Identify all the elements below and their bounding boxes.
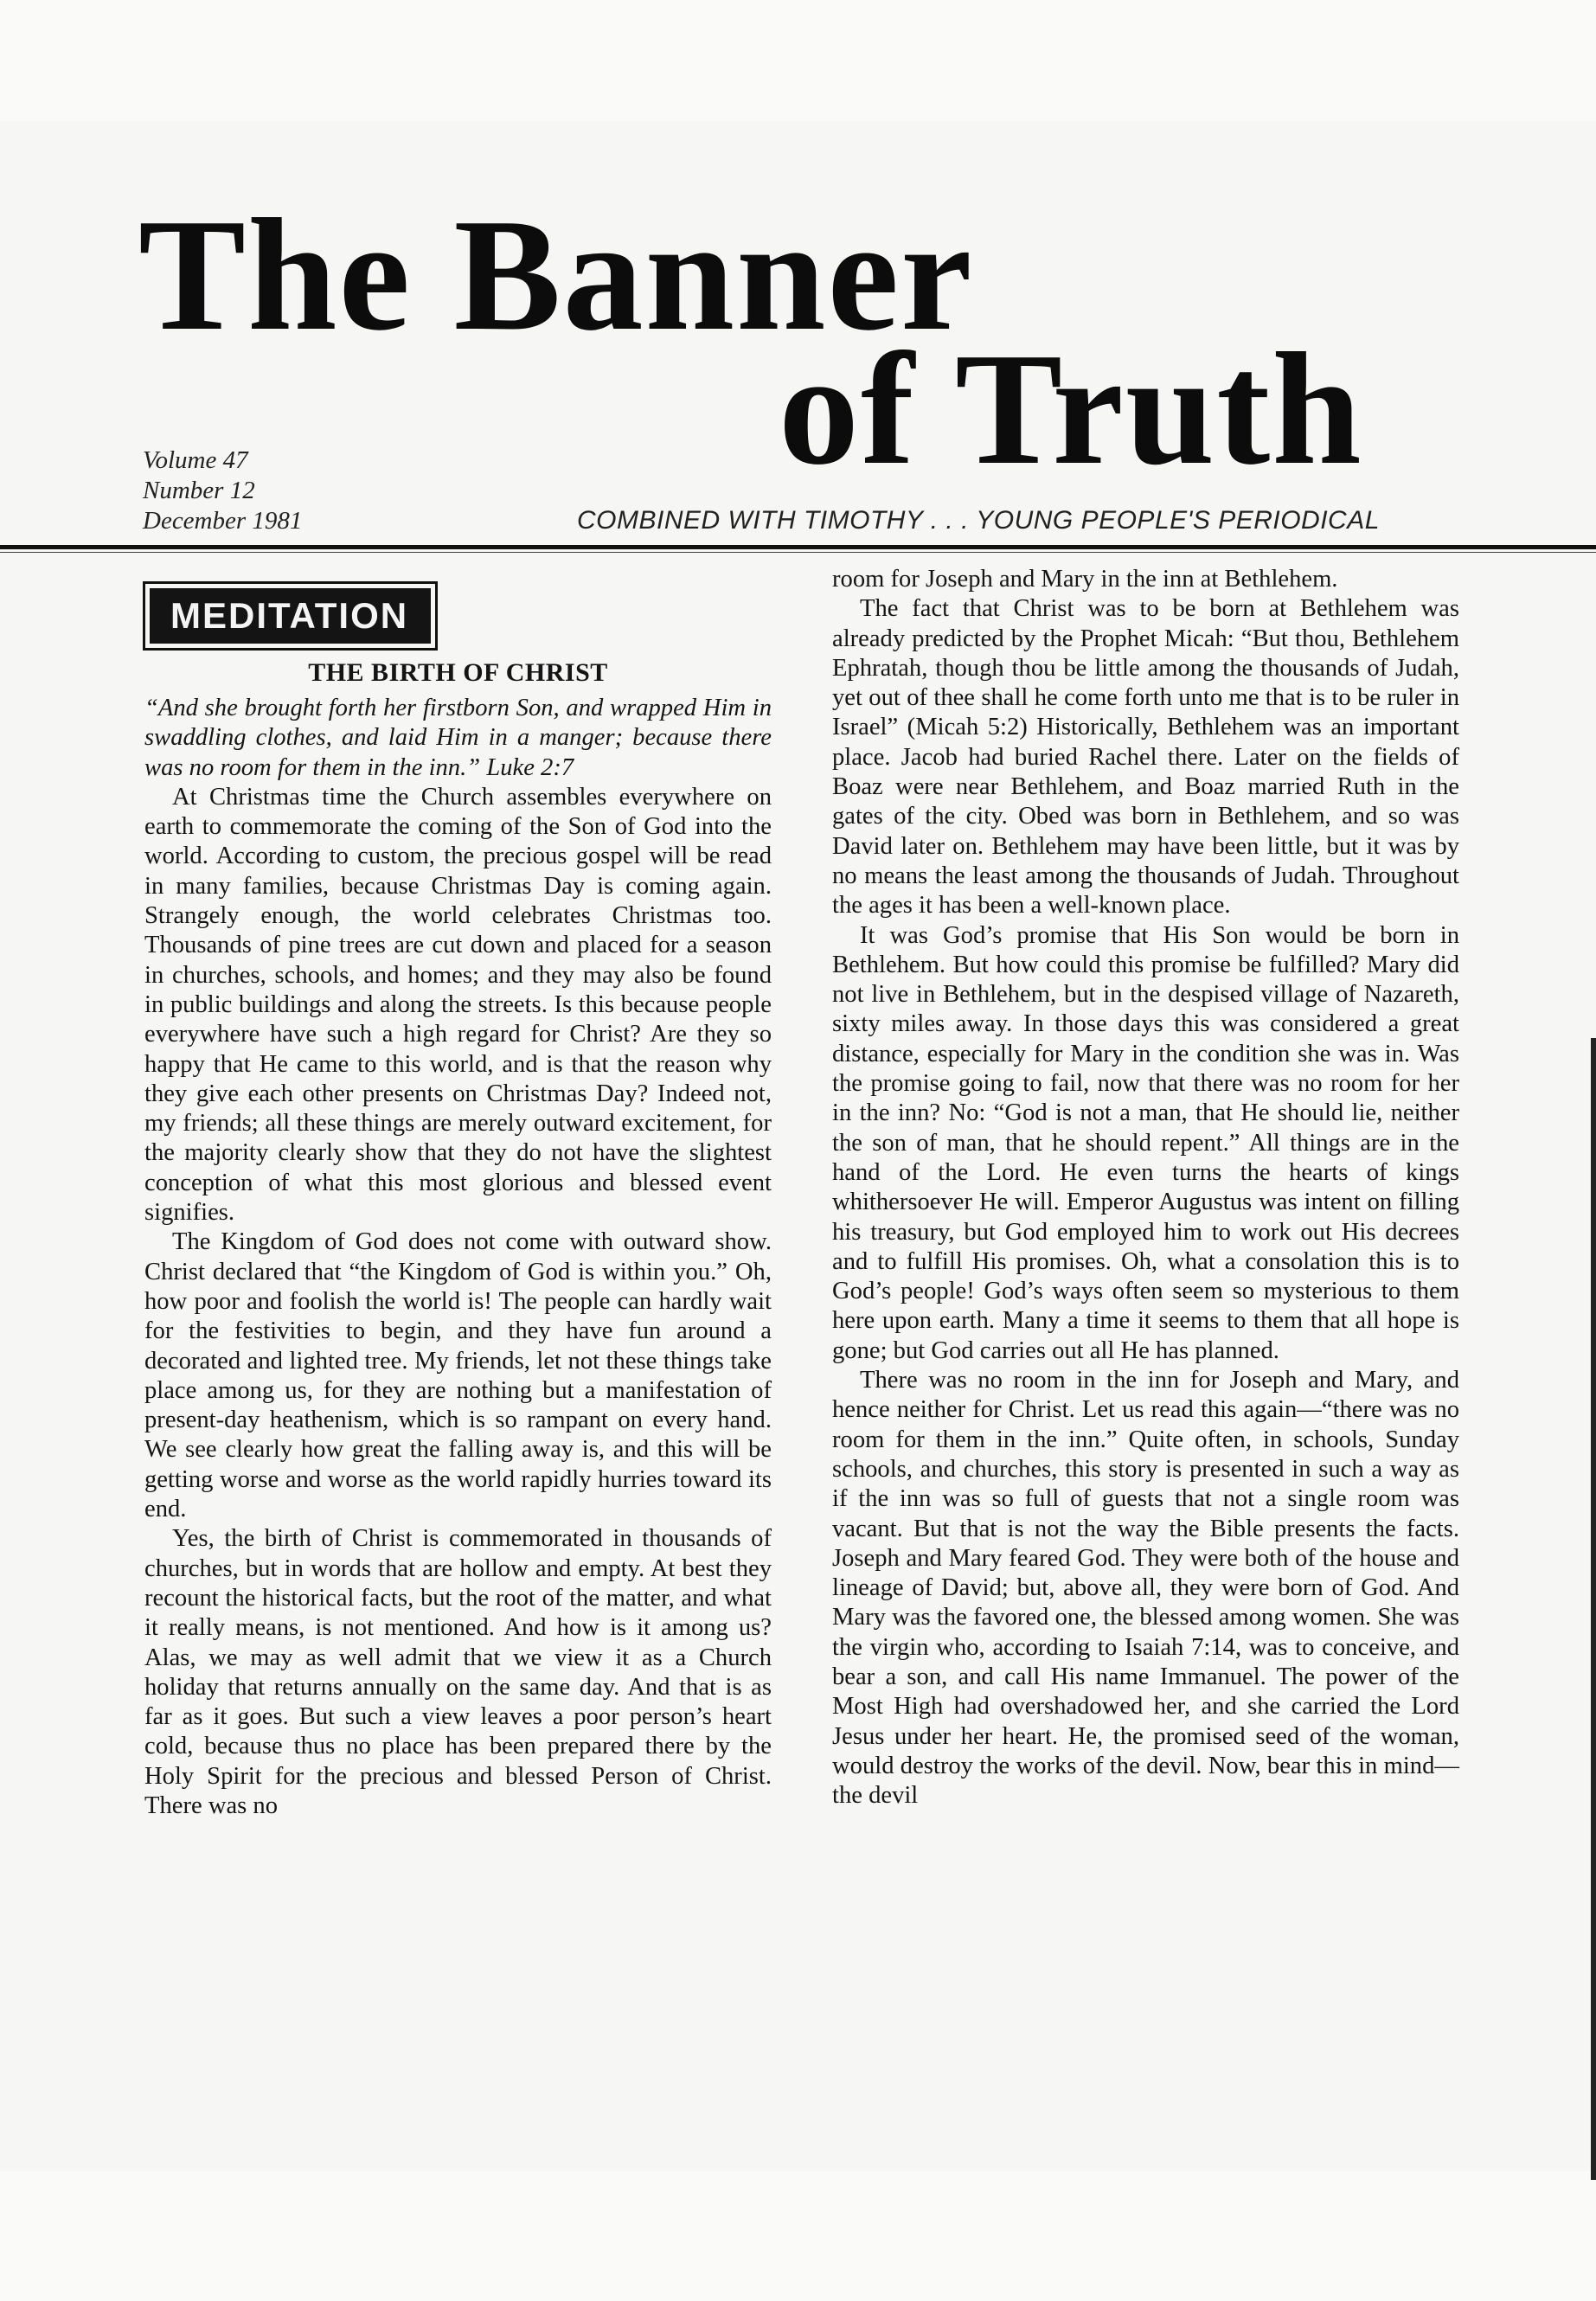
paragraph: The Kingdom of God does not come with outward show. Christ declared that “the Kingdom of God is within you.” Oh, how poor and foolish the world is! The people can hardly wait for the festivities to begin, and they have fun around a decorated and lighted tree. My friends, let not these things take place among us, for they are nothing but a manifestation of present-day heathenism, which is so rampant on every hand. We see clearly how great the falling away is, and this will be getting worse and worse as the world rapidly hurries toward its end.: [144, 1228, 772, 1523]
masthead-title-line1: The Banner: [138, 186, 974, 364]
paragraph: There was no room in the inn for Joseph and Mary, and hence neither for Christ. Let us read this again—“there was no room for them in the inn.” Quite often, in schools, Sunday schools, and churches, this story is presented in such a way as if the inn was so full of guests that not a single room was vacant. But that is not the way the Bible presents the facts. Joseph and Mary feared God. They were both of the house and lineage of David; but, above all, they were born of God. And Mary was the favored one, the blessed among women. She was the virgin who, according to Isaiah 7:14, was to conceive, and bear a son, and call His name Immanuel. The power of the Most High had overshadowed her, and she carried the Lord Jesus under her heart. He, the promised seed of the woman, would destroy the works of the devil. Now, bear this in mind—the devil: [832, 1367, 1459, 1810]
verse-reference: Luke 2:7: [486, 753, 574, 781]
section-badge: [143, 581, 438, 651]
article-column-right: [832, 565, 1459, 1811]
paragraph: Yes, the birth of Christ is commemorated in thousands of churches, but in words that are hollow and empty. At best they recount the historical facts, but the root of the matter, and what it really means, is not mentioned. And how is it among us? Alas, we may as well admit that we view it as a Church holiday that returns annually on the same day. And that is as far as it goes. But such a view leaves a poor person’s heart cold, because thus no place has been prepared there by the Holy Spirit for the precious and blessed Person of Christ. There was no: [144, 1525, 772, 1819]
header-rule-thin: [0, 552, 1596, 553]
issue-info: [143, 445, 302, 536]
scan-margin-bottom: [0, 2171, 1596, 2301]
number-label: Number 12: [143, 477, 255, 504]
article-title: THE BIRTH OF CHRIST: [308, 658, 608, 687]
scan-edge-shadow: [1591, 1038, 1596, 2180]
date-label: December 1981: [143, 507, 303, 535]
paragraph: The fact that Christ was to be born at Bethlehem was already predicted by the Prophet Micah: “But thou, Bethlehem Ephratah, though thou be little among the thousands of Judah, yet out of thee shall he come forth unto me that is to be ruler in Israel” (Micah 5:2) Historically, Bethlehem was an important place. Jacob had buried Rachel there. Later on the fields of Boaz were near Bethlehem, and Boaz married Ruth in the gates of the city. Obed was born in Bethlehem, and so was David later on. Bethlehem may have been little, but it was by no means the least among the thousands of Judah. Throughout the ages it has been a well-known place.: [832, 595, 1459, 920]
article-column-left: [144, 657, 772, 1821]
header-rule: [0, 545, 1596, 549]
scan-margin-top: [0, 0, 1596, 121]
verse-text: “And she brought forth her firstborn Son, and wrapped Him in swaddling clothes, and laid Him in a manger; because there was no room for them in the inn.”: [144, 695, 772, 781]
section-label: MEDITATION: [150, 588, 431, 644]
scripture-verse: [144, 694, 772, 783]
masthead-title-line2: of Truth: [779, 320, 1363, 498]
paragraph-continuation: room for Joseph and Mary in the inn at Bethlehem.: [832, 566, 1338, 593]
volume-label: Volume 47: [143, 446, 248, 474]
paragraph: At Christmas time the Church assembles everywhere on earth to commemorate the coming of the Son of God into the world. According to custom, the precious gospel will be read in many families, because Christmas Day is coming again. Strangely enough, the world celebrates Christmas too. Thousands of pine trees are cut down and placed for a season in churches, schools, and homes; and they may also be found in public buildings and along the streets. Is this because people everywhere have such a high regard for Christ? Are they so happy that He came to this world, and is that the reason why they give each other presents on Christmas Day? Indeed not, my friends; all these things are merely outward excitement, for the majority clearly show that they do not have the slightest conception of what this most glorious and blessed event signifies.: [144, 783, 772, 1227]
masthead-subtitle: COMBINED WITH TIMOTHY . . . YOUNG PEOPLE'S PERIODICAL: [577, 506, 1380, 535]
paragraph: It was God’s promise that His Son would be born in Bethlehem. But how could this promise be fulfilled? Mary did not live in Bethlehem, but in the despised village of Nazareth, sixty miles away. In those days this was considered a great distance, especially for Mary in the condition she was in. Was the promise going to fail, now that there was no room for her in the inn? No: “God is not a man, that He should lie, neither the son of man, that he should repent.” All things are in the hand of the Lord. He even turns the hearts of kings whithersoever He will. Emperor Augustus was intent on filling his treasury, but God employed him to work out His decrees and to fulfill His promises. Oh, what a consolation this is to God’s people! God’s ways often seem so mysterious to them here upon earth. Many a time it seems to them that all hope is gone; but God carries out all He has planned.: [832, 921, 1459, 1364]
